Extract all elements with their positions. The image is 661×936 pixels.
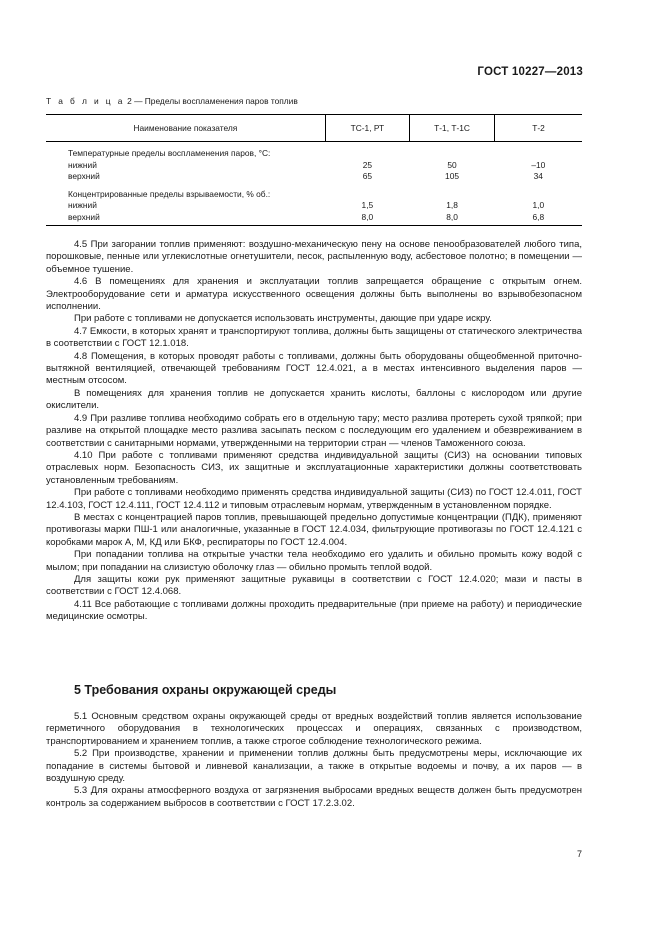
- table-cell: [409, 183, 494, 201]
- table-cell: 1,5: [361, 200, 374, 210]
- table-cell: 25: [362, 159, 373, 170]
- header-t2: Т-2: [495, 115, 582, 142]
- table-row: [46, 212, 582, 226]
- paragraph: При работе с топливами не допускается использовать инструменты, дающие при ударе искру.: [74, 313, 492, 325]
- table-cell: 65: [362, 171, 373, 181]
- table-header-row: [46, 115, 582, 142]
- table-cell: 6,8: [495, 212, 582, 226]
- table-cell: [325, 142, 409, 160]
- table-cell: 50: [447, 159, 457, 170]
- section-5-title: 5 Требования охраны окружающей среды: [74, 683, 337, 697]
- paragraph: 4.9 При разливе топлива необходимо собрать его в отдельную тару; место разлива протереть сухой тряпкой; при разливе на открытой площадке место разлива засыпать песком с последующим его удалением и обезвреживанием в соответствии с санитарными нормами, утвержденными на территории стран — членов Таможенного союза.: [46, 412, 582, 449]
- table-cell: [495, 183, 582, 201]
- paragraph: В помещениях для хранения топлив не допускается хранить кислоты, баллоны с кислородом или другие окислители.: [46, 387, 582, 412]
- paragraph: 4.7 Емкости, в которых хранят и транспортируют топлива, должны быть защищены от статического электричества в соответствии с ГОСТ 12.1.018.: [46, 325, 582, 350]
- safety-requirements-text: [46, 239, 582, 624]
- paragraph: 5.1 Основным средством охраны окружающей среды от вредных воздействий топлив является использование герметичного оборудования в технологических процессах и операциях, связанных с производством, транспортированием и хранением топлив, а также строгое соблюдение технологического режима.: [46, 711, 582, 747]
- table-caption: [46, 96, 298, 106]
- table-cell: [409, 142, 494, 160]
- table-cell: –10: [531, 159, 546, 170]
- table-row: [46, 142, 582, 160]
- paragraph: 4.5 При загорании топлив применяют: воздушно-механическую пену на основе пенообразователей любого типа, порошковые, пенные или углекислотные огнетушители, песок, распыленную воду, асбестовое полотно; в помещении — объемное тушение.: [46, 239, 582, 275]
- table-caption-prefix: Т а б л и ц а: [46, 96, 125, 106]
- table-cell: 34: [533, 171, 543, 181]
- table-cell: 1,8: [446, 200, 458, 210]
- table-row: [46, 183, 582, 201]
- table-cell: Концентрированные пределы взрываемости, % об.:: [68, 188, 271, 199]
- header-ts1-rt: ТС-1, РТ: [325, 115, 409, 142]
- table-cell: нижний: [68, 200, 97, 210]
- table-cell: верхний: [68, 171, 100, 181]
- paragraph: 5.2 При производстве, хранении и применении топлив должны быть предусмотрены меры, исключающие их попадание в системы бытовой и ливневой канализации, а также в открытые водоемы и почву, а их паров — в воздушную среду.: [46, 748, 582, 785]
- table-row: [46, 160, 582, 172]
- table-row: [46, 200, 582, 212]
- paragraph: 4.8 Помещения, в которых проводят работы с топливами, должны быть оборудованы общеобменной приточно-вытяжной вентиляцией, отвечающей требованиям ГОСТ 12.4.021, а в местах интенсивного выделения паров — местным отсосом.: [46, 350, 582, 387]
- paragraph: 4.11 Все работающие с топливами должны проходить предварительные (при приеме на работу) и периодические медицинские осмотры.: [46, 598, 582, 623]
- table-row: [46, 171, 582, 183]
- header-t1-t1s: Т-1, Т-1С: [409, 115, 494, 142]
- paragraph: В местах с концентрацией паров топлив, превышающей предельно допустимые концентрации (ПДК), применяют противогазы марки ПШ-1 или аналогичные, указанные в ГОСТ 12.4.034, фильтрующие противогазы по ГОСТ 12.4.121 с коробками марок А, М, КД или БКФ, респираторы по ГОСТ 12.4.004.: [46, 511, 582, 548]
- header-indicator: Наименование показателя: [46, 115, 325, 142]
- table-cell: 8,0: [325, 212, 409, 226]
- paragraph: Для защиты кожи рук применяют защитные рукавицы в соответствии с ГОСТ 12.4.020; мази и пасты в соответствии с ГОСТ 12.4.068.: [46, 573, 582, 598]
- table-caption-text: 2 — Пределы воспламенения паров топлив: [127, 96, 298, 106]
- paragraph: При попадании топлива на открытые участки тела необходимо его удалить и обильно промыть кожу водой с мылом; при попадании на слизистую оболочку глаз — обильно промыть теплой водой.: [46, 549, 582, 573]
- table-cell: 105: [445, 171, 460, 181]
- ignition-limits-table: [46, 114, 582, 226]
- table-cell: нижний: [68, 159, 97, 170]
- table-cell: верхний: [46, 212, 325, 226]
- paragraph: При работе с топливами необходимо применять средства индивидуальной защиты (СИЗ) по ГОСТ 12.4.011, ГОСТ 12.4.103, ГОСТ 12.4.111, ГОСТ 12.4.112 и типовым отраслевым нормам, утвержденным в установленном порядке.: [46, 487, 582, 511]
- paragraph: 4.6 В помещениях для хранения и эксплуатации топлив запрещается обращение с открытым огнем. Электрооборудование сети и арматура искусственного освещения должны быть выполнены во взрывобезопасном исполнении.: [46, 276, 582, 313]
- table-cell: 1,0: [532, 200, 545, 210]
- table-cell: [325, 183, 409, 201]
- table-cell: 8,0: [409, 212, 494, 226]
- standard-header: ГОСТ 10227—2013: [477, 66, 583, 78]
- section-5-text: [46, 711, 582, 810]
- table-cell: Температурные пределы воспламенения паров, °С:: [68, 148, 271, 158]
- paragraph: 4.10 При работе с топливами применяют средства индивидуальной защиты (СИЗ) на основании типовых отраслевых норм. Безопасность СИЗ, их защитные и эксплуатационные характеристики должны соответствовать установленным требованиям.: [46, 449, 582, 486]
- page-number: 7: [577, 849, 583, 859]
- paragraph: 5.3 Для охраны атмосферного воздуха от загрязнения выбросами вредных веществ должен быть предусмотрен контроль за содержанием выбросов в соответствии с ГОСТ 17.2.3.02.: [46, 785, 582, 809]
- table-cell: [495, 142, 582, 160]
